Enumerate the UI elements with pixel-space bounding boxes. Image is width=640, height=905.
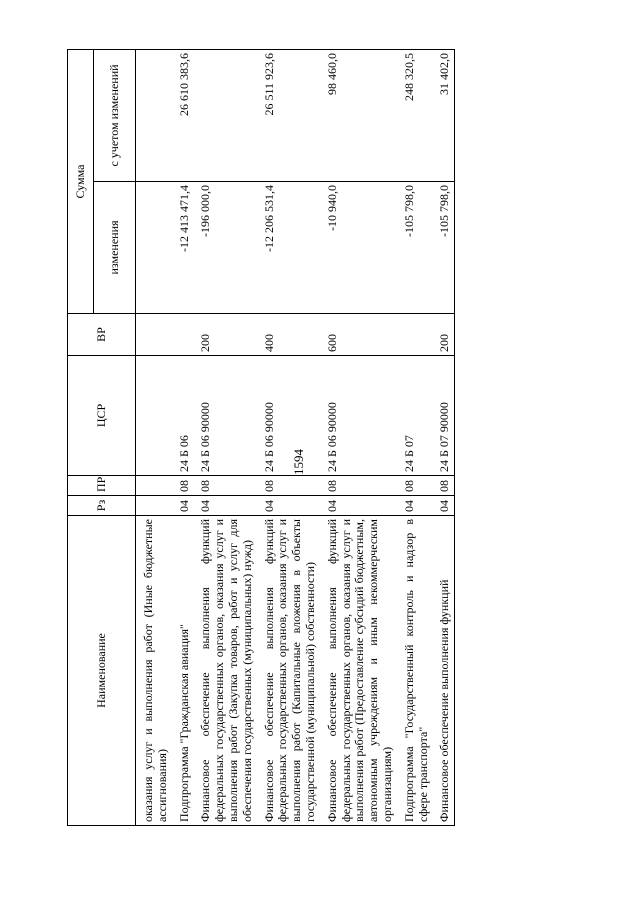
row-total-cell: 26 610 383,6 <box>172 49 194 181</box>
row-vr-cell: 400 <box>257 314 320 356</box>
table-row <box>257 49 320 825</box>
row-name-cell: Финансовое обеспечение выполнения функций федеральных государственных органов, оказания услуг и выполнения работ (Предоставление субсидий бюджетным, автономным учреждениям и иным некоммерческим организациям) <box>320 516 397 826</box>
row-rz-cell: 04 <box>193 496 256 516</box>
header-pr: ПР <box>68 476 136 496</box>
row-change-cell: -105 798,0 <box>397 182 433 314</box>
row-pr-cell: 08 <box>193 476 256 496</box>
row-name-cell: Финансовое обеспечение выполнения функций федеральных государственных органов, оказания услуг и выполнения работ (Капитальные вложения в объекты государственной (муниципальной) собственности) <box>257 516 320 826</box>
row-change-cell: -105 798,0 <box>432 182 454 314</box>
table-row <box>432 49 454 825</box>
row-total-cell <box>136 49 172 181</box>
row-name-cell: оказания услуг и выполнения работ (Иные бюджетные ассигнования) <box>136 516 172 826</box>
row-pr-cell: 08 <box>320 476 397 496</box>
rotated-page <box>67 50 589 826</box>
row-csr-cell: 24 Б 06 <box>172 356 194 476</box>
row-total-cell: 26 511 923,6 <box>257 49 320 181</box>
table-row <box>172 49 194 825</box>
row-vr-cell: 600 <box>320 314 397 356</box>
header-name: Наименование <box>68 516 136 826</box>
row-pr-cell: 08 <box>172 476 194 496</box>
row-csr-cell: 24 Б 07 <box>397 356 433 476</box>
row-vr-cell: 200 <box>193 314 256 356</box>
row-change-cell: -10 940,0 <box>320 182 397 314</box>
page-number: 1594 <box>291 449 306 475</box>
row-name-cell: Финансовое обеспечение выполнения функций федеральных государственных органов, оказания услуг и выполнения работ (Закупка товаров, работ и услуг для обеспечения государственных (муниципальных) нужд) <box>193 516 256 826</box>
row-pr-cell: 08 <box>432 476 454 496</box>
row-rz-cell: 04 <box>320 496 397 516</box>
row-rz-cell: 04 <box>432 496 454 516</box>
row-name-cell: Подпрограмма "Государственный контроль и надзор в сфере транспорта" <box>397 516 433 826</box>
row-csr-cell: 24 Б 06 90000 <box>257 356 320 476</box>
row-change-cell <box>136 182 172 314</box>
row-pr-cell: 08 <box>257 476 320 496</box>
table-row <box>397 49 433 825</box>
table-row <box>193 49 256 825</box>
row-csr-cell <box>136 356 172 476</box>
table-wrapper <box>67 50 589 826</box>
row-rz-cell: 04 <box>397 496 433 516</box>
row-rz-cell <box>136 496 172 516</box>
row-vr-cell <box>172 314 194 356</box>
row-vr-cell <box>136 314 172 356</box>
header-sum: Сумма <box>68 49 94 313</box>
row-pr-cell: 08 <box>397 476 433 496</box>
row-vr-cell: 200 <box>432 314 454 356</box>
header-csr: ЦСР <box>68 356 136 476</box>
header-rz: Рз <box>68 496 136 516</box>
row-total-cell: 31 402,0 <box>432 49 454 181</box>
row-csr-cell: 24 Б 07 90000 <box>432 356 454 476</box>
table-row <box>320 49 397 825</box>
row-total-cell: 248 320,5 <box>397 49 433 181</box>
row-name-cell: Подпрограмма "Гражданская авиация" <box>172 516 194 826</box>
row-rz-cell: 04 <box>257 496 320 516</box>
row-rz-cell: 04 <box>172 496 194 516</box>
row-total-cell: 98 460,0 <box>320 49 397 181</box>
row-vr-cell <box>397 314 433 356</box>
header-change: изменения <box>94 182 136 314</box>
row-name-cell: Финансовое обеспечение выполнения функций <box>432 516 454 826</box>
header-vr: ВР <box>68 314 136 356</box>
row-change-cell: -12 206 531,4 <box>257 182 320 314</box>
row-pr-cell <box>136 476 172 496</box>
row-change-cell: -196 000,0 <box>193 182 256 314</box>
row-csr-cell: 24 Б 06 90000 <box>320 356 397 476</box>
budget-table <box>67 49 455 826</box>
header-with-change: с учетом изменений <box>94 49 136 181</box>
row-total-cell <box>193 49 256 181</box>
table-row <box>136 49 172 825</box>
row-csr-cell: 24 Б 06 90000 <box>193 356 256 476</box>
row-change-cell: -12 413 471,4 <box>172 182 194 314</box>
